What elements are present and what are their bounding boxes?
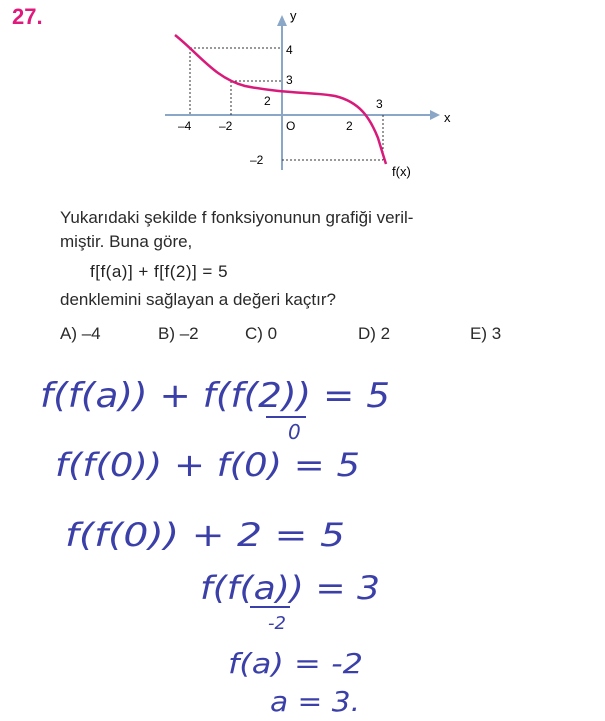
- x-tick-3: 3: [376, 97, 383, 111]
- solution-line-5: f(a) = -2: [228, 647, 363, 680]
- x-axis-arrow: [430, 110, 440, 120]
- option-b[interactable]: B) –2: [158, 324, 199, 343]
- y-tick-2: 2: [264, 94, 271, 108]
- question-line-2: miştir. Buna göre,: [60, 232, 193, 251]
- solution-line-3: f(f(0)) + 2 = 5: [65, 516, 345, 554]
- option-e[interactable]: E) 3: [470, 324, 502, 343]
- x-axis-label: x: [444, 110, 451, 125]
- x-tick-neg2: –2: [219, 119, 233, 133]
- y-axis-arrow: [277, 15, 287, 26]
- solution-line-4: f(f(a)) = 3: [200, 569, 380, 607]
- option-d[interactable]: D) 2: [358, 324, 391, 343]
- solution-line-6: a = 3.: [270, 685, 360, 718]
- question-line-1: Yukarıdaki şekilde f fonksiyonunun grafiği veril-: [60, 208, 414, 227]
- origin-label: O: [286, 119, 296, 133]
- option-a[interactable]: A) –4: [60, 324, 101, 343]
- question-line-3: denklemini sağlayan a değeri kaçtır?: [60, 290, 336, 309]
- solution-line-4-note: -2: [268, 613, 286, 634]
- question-equation: f[f(a)] + f[f(2)] = 5: [90, 262, 229, 281]
- y-axis-label: y: [290, 8, 297, 23]
- handwritten-solution: [0, 341, 605, 721]
- function-label: f(x): [392, 164, 411, 179]
- y-tick-3: 3: [286, 73, 293, 87]
- option-c[interactable]: C) 0: [245, 324, 278, 343]
- y-tick-4: 4: [286, 43, 293, 57]
- x-tick-2: 2: [346, 119, 353, 133]
- question-number: 27.: [12, 4, 43, 29]
- solution-line-2: f(f(0)) + f(0) = 5: [55, 446, 360, 484]
- y-tick-neg2: –2: [250, 153, 264, 167]
- x-tick-neg4: –4: [178, 119, 192, 133]
- solution-line-1-note: 0: [288, 420, 301, 444]
- solution-line-1: f(f(a)) + f(f(2)) = 5: [40, 376, 391, 416]
- function-graph: [0, 0, 605, 200]
- function-curve: [175, 35, 386, 164]
